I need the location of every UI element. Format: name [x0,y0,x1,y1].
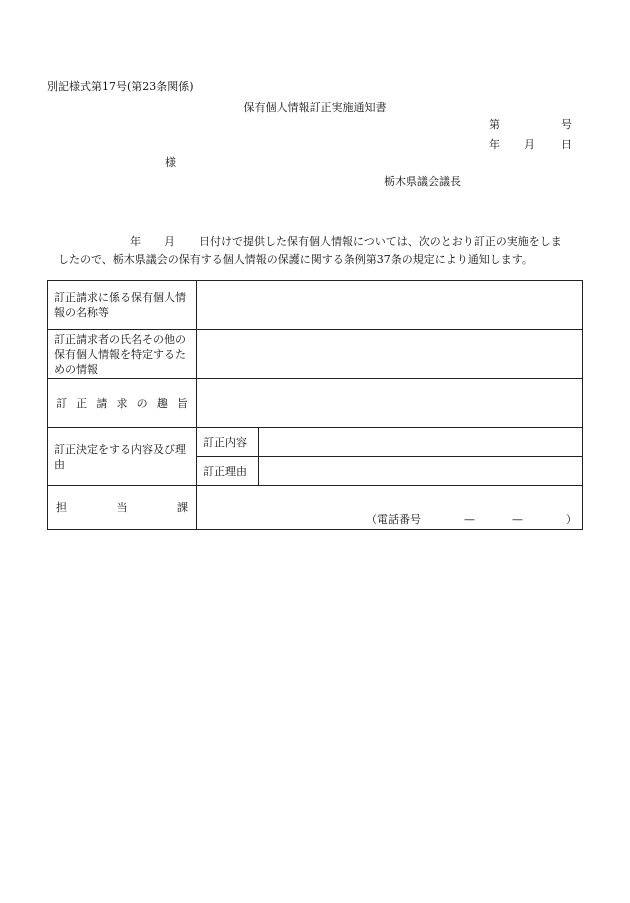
phone-dash: — [464,513,475,526]
label-decision: 訂正決定をする内容及び理由 [48,428,197,486]
phone-dash: — [512,513,523,526]
value-correction-content[interactable] [259,428,583,457]
label-request-purpose: 訂正請求の趣旨 [48,379,197,428]
recipient-honorific: 様 [165,156,176,169]
date-month: 月 [524,138,535,151]
body-text-line1: 日付けで提供した保有個人情報については、次のとおり訂正の実施をしま [199,235,562,248]
date-year: 年 [489,138,500,151]
label-requester-info: 訂正請求者の氏名その他の保有個人情報を特定するための情報 [48,330,197,379]
label-info-name: 訂正請求に係る保有個人情報の名称等 [48,281,197,330]
form-number: 別記様式第17号(第23条関係) [47,80,194,93]
number-prefix: 第 [489,118,500,131]
body-month: 月 [164,235,175,248]
label-correction-reason: 訂正理由 [197,457,259,486]
value-info-name[interactable] [197,281,583,330]
value-request-purpose[interactable] [197,379,583,428]
value-requester-info[interactable] [197,330,583,379]
table-row [48,281,583,330]
table-row [48,379,583,428]
table-row [48,486,583,530]
document-title: 保有個人情報訂正実施通知書 [243,101,387,114]
sender-name: 栃木県議会議長 [384,175,461,188]
notice-table [47,280,583,530]
body-text-line2: したので、栃木県議会の保有する個人情報の保護に関する条例第37条の規定により通知します。 [58,253,533,266]
phone-close: ） [566,513,577,526]
date-day: 日 [561,138,572,151]
label-correction-content: 訂正内容 [197,428,259,457]
body-year: 年 [130,235,141,248]
number-suffix: 号 [561,118,572,131]
phone-open: （電話番号 [366,513,421,526]
value-department[interactable] [197,486,583,530]
label-department: 担当課 [48,486,197,530]
table-row [48,428,583,457]
value-correction-reason[interactable] [259,457,583,486]
table-row [48,330,583,379]
